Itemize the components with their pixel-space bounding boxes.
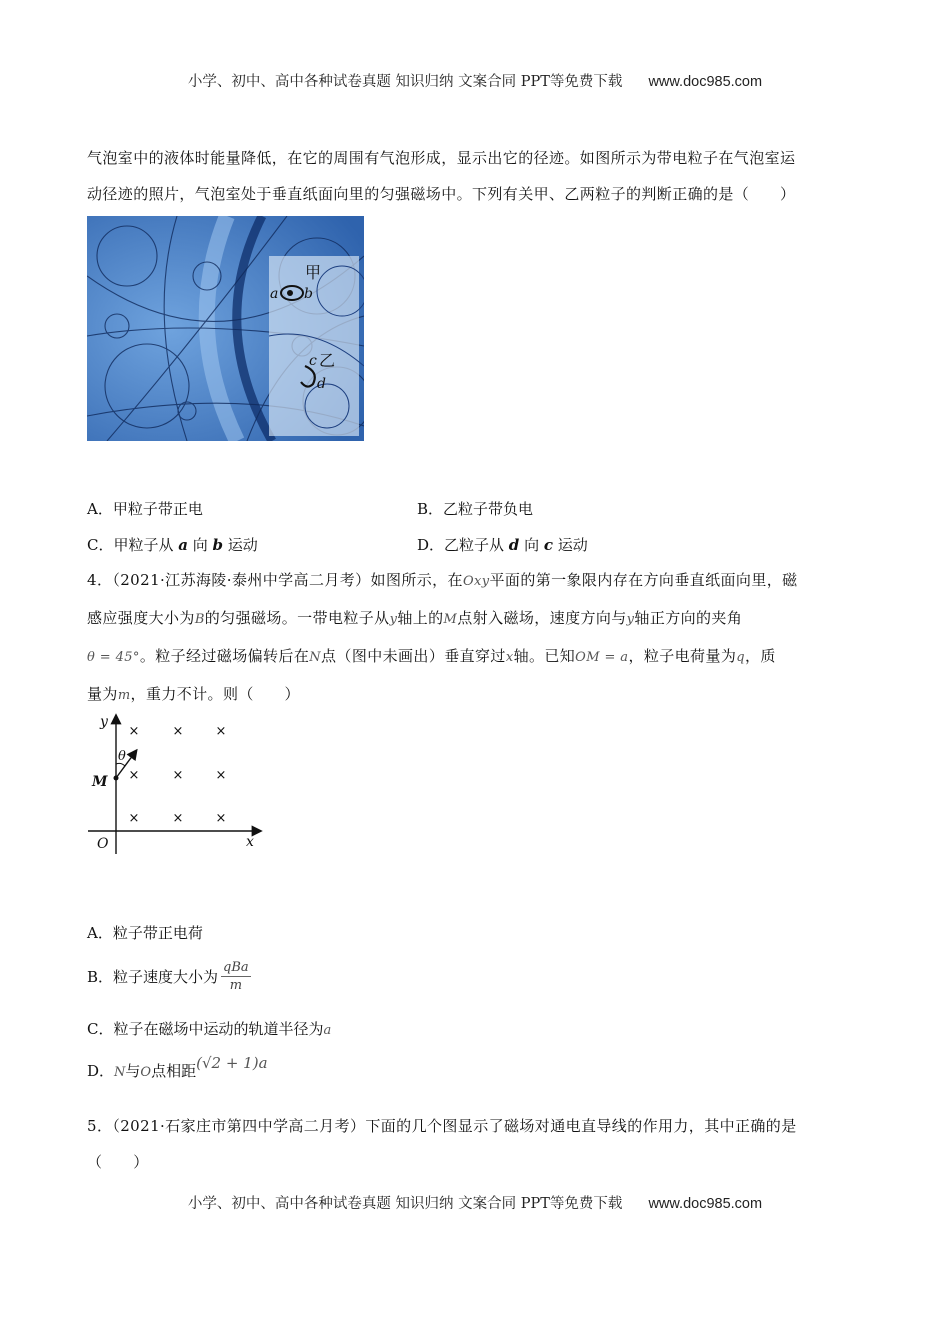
point-label-m: M bbox=[92, 774, 108, 790]
q4-option-b[interactable] bbox=[87, 960, 251, 993]
var-m: m bbox=[117, 688, 131, 703]
bubble-chamber-photo bbox=[87, 216, 364, 441]
bubble-chamber-image bbox=[87, 216, 364, 441]
label-a: a bbox=[270, 286, 279, 302]
expr-sqrt2-plus-1-a: (√2 + 1)a bbox=[196, 1054, 268, 1072]
q4-l2-p2: 的匀强磁场。一带电粒子从 bbox=[204, 609, 390, 627]
var-a: a bbox=[323, 1023, 332, 1038]
q3-line-2: 动径迹的照片，气泡室处于垂直纸面向里的匀强磁场中。下列有关甲、乙两粒子的判断正确的是（ ） bbox=[87, 185, 796, 203]
q3-c-var1: a bbox=[178, 536, 188, 554]
q4-l1-post: 平面的第一象限内存在方向垂直纸面向里，磁 bbox=[489, 571, 798, 589]
footer-site[interactable]: www.doc985.com bbox=[648, 1196, 763, 1212]
q4-l2-p4: 点射入磁场，速度方向与 bbox=[457, 609, 627, 627]
q4-line-4 bbox=[87, 676, 867, 714]
page-footer bbox=[0, 1192, 950, 1213]
var-m-point: M bbox=[443, 612, 458, 627]
q4-l3-p3: 轴。已知 bbox=[513, 647, 576, 665]
q4-d-pre: D． bbox=[87, 1062, 115, 1080]
q3-stem bbox=[87, 140, 863, 212]
q3-d-var2: c bbox=[543, 536, 553, 554]
q4-l3-p5: ，质 bbox=[745, 647, 776, 665]
q4-l2-p1: 感应强度大小为 bbox=[87, 609, 195, 627]
q5-stem bbox=[87, 1108, 863, 1180]
label-c: c bbox=[309, 353, 317, 369]
point-m-dot bbox=[114, 776, 119, 781]
q4-line-2 bbox=[87, 600, 867, 638]
var-oxy: Oxy bbox=[462, 574, 490, 589]
field-cross: × bbox=[172, 811, 184, 826]
q3-option-a[interactable]: A．甲粒子带正电 bbox=[87, 500, 203, 518]
q4-l3-p1: 。粒子经过磁场偏转后在 bbox=[139, 647, 310, 665]
q4-d-mid: 与 bbox=[125, 1062, 141, 1080]
q4-option-c[interactable] bbox=[87, 1018, 331, 1039]
label-jia: 甲 bbox=[305, 263, 322, 282]
axis-label-y: y bbox=[100, 714, 108, 730]
q3-c-mid: 向 bbox=[187, 536, 213, 554]
var-x: x bbox=[505, 650, 514, 665]
header-text: 小学、初中、高中各种试卷真题 知识归纳 文案合同 PPT等免费下载 bbox=[187, 74, 623, 90]
q3-c-var2: b bbox=[212, 536, 224, 554]
q3-d-var1: d bbox=[508, 536, 520, 554]
label-yi: 乙 bbox=[319, 351, 336, 370]
var-b: B bbox=[194, 612, 205, 627]
q4-option-a[interactable]: A．粒子带正电荷 bbox=[87, 924, 203, 942]
label-b: b bbox=[304, 286, 313, 302]
var-om: OM = a bbox=[575, 650, 629, 665]
q4-b-pre: B．粒子速度大小为 bbox=[87, 968, 219, 986]
field-cross: × bbox=[215, 768, 227, 783]
q4-line-1 bbox=[87, 562, 867, 600]
q4-option-d[interactable] bbox=[87, 1054, 268, 1081]
header-site[interactable]: www.doc985.com bbox=[648, 74, 763, 90]
fraction-qba-over-m bbox=[221, 960, 251, 993]
angle-label-theta: θ bbox=[118, 749, 126, 764]
field-cross: × bbox=[128, 724, 140, 739]
fraction-numerator: qBa bbox=[223, 960, 249, 975]
q3-line-1: 气泡室中的液体时能量降低，在它的周围有气泡形成，显示出它的径迹。如图所示为带电粒子在气泡室运 bbox=[87, 149, 796, 167]
q3-c-pre: C．甲粒子从 bbox=[87, 536, 179, 554]
axis-label-x: x bbox=[246, 834, 254, 850]
magnetic-field-diagram bbox=[84, 712, 264, 856]
q4-l4-p1: 量为 bbox=[87, 685, 118, 703]
label-d: d bbox=[317, 376, 326, 392]
q3-option-b[interactable]: B．乙粒子带负电 bbox=[417, 500, 534, 518]
q5-line-2: （ ） bbox=[87, 1153, 149, 1171]
q3-option-c[interactable] bbox=[87, 534, 258, 555]
var-o: O bbox=[140, 1065, 152, 1080]
var-theta: θ = 45° bbox=[87, 650, 140, 665]
q4-l1-pre: 4．（2021·江苏海陵·泰州中学高二月考）如图所示，在 bbox=[87, 571, 463, 589]
field-cross: × bbox=[172, 724, 184, 739]
q4-l3-p2: 点（图中未画出）垂直穿过 bbox=[321, 647, 506, 665]
footer-text: 小学、初中、高中各种试卷真题 知识归纳 文案合同 PPT等免费下载 bbox=[187, 1196, 623, 1212]
q4-l2-p5: 轴正方向的夹角 bbox=[634, 609, 743, 627]
q3-c-post: 运动 bbox=[223, 536, 258, 554]
field-diagram-svg bbox=[84, 712, 264, 856]
var-y-2: y bbox=[626, 612, 635, 627]
q3-d-post: 运动 bbox=[552, 536, 588, 554]
q3-d-mid: 向 bbox=[519, 536, 544, 554]
var-n-2: N bbox=[114, 1065, 126, 1080]
q4-l2-p3: 轴上的 bbox=[397, 609, 444, 627]
q3-option-d[interactable] bbox=[417, 534, 588, 555]
var-q: q bbox=[736, 650, 745, 665]
field-cross: × bbox=[215, 724, 227, 739]
q4-l3-p4: ，粒子电荷量为 bbox=[628, 647, 737, 665]
q4-d-mid2: 点相距 bbox=[151, 1062, 197, 1080]
origin-label-o: O bbox=[97, 836, 109, 852]
q4-line-3 bbox=[87, 638, 867, 676]
field-cross: × bbox=[128, 811, 140, 826]
field-cross: × bbox=[128, 768, 140, 783]
q4-l4-p2: ，重力不计。则（ ） bbox=[130, 685, 300, 703]
field-cross: × bbox=[215, 811, 227, 826]
q5-line-1: 5．（2021·石家庄市第四中学高二月考）下面的几个图显示了磁场对通电直导线的作用力，其中正确的是 bbox=[87, 1117, 797, 1135]
q3-d-pre: D．乙粒子从 bbox=[417, 536, 509, 554]
field-cross: × bbox=[172, 768, 184, 783]
var-n: N bbox=[309, 650, 322, 665]
var-y: y bbox=[389, 612, 398, 627]
q4-stem bbox=[87, 562, 867, 714]
fraction-denominator: m bbox=[229, 978, 243, 993]
page-header bbox=[0, 70, 950, 91]
q4-c-pre: C．粒子在磁场中运动的轨道半径为 bbox=[87, 1020, 324, 1038]
